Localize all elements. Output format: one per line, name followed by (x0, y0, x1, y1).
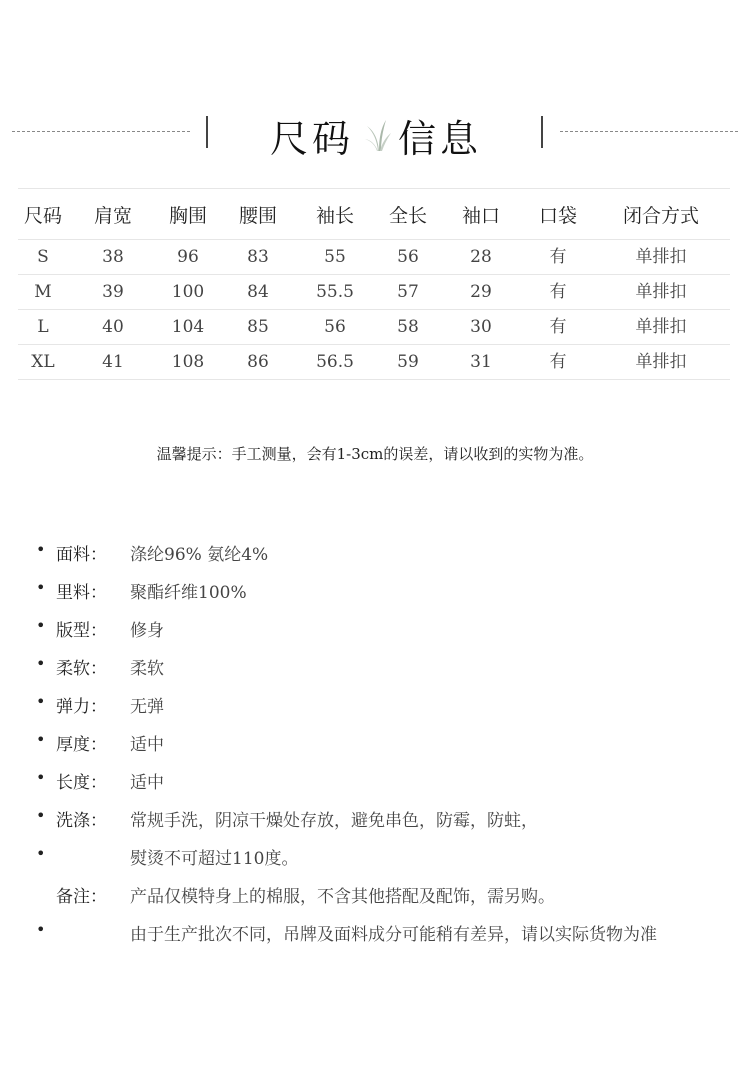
spec-value: 聚酯纤维100% (130, 583, 247, 603)
spec-value: 常规手洗，阴凉干燥处存放，避免串色，防霉，防蛀， (130, 811, 538, 831)
table-cell: 57 (397, 282, 419, 302)
table-cell: 84 (247, 282, 269, 302)
bullet-icon: • (36, 616, 46, 635)
table-row (18, 310, 730, 345)
header-cell-size: 尺码 (23, 205, 62, 227)
table-cell: 41 (102, 352, 124, 372)
bullet-icon: • (36, 768, 46, 787)
table-cell: 38 (102, 247, 124, 267)
spec-label: 弹力： (56, 697, 107, 717)
spec-value: 无弹 (130, 697, 164, 717)
header-cell-pocket: 口袋 (538, 205, 577, 227)
table-cell: S (37, 247, 49, 267)
spec-value: 适中 (130, 735, 164, 755)
table-cell: 56 (324, 317, 346, 337)
bullet-icon: • (36, 920, 46, 939)
spec-value: 柔软 (130, 659, 164, 679)
table-cell: 86 (247, 352, 269, 372)
spec-label: 版型： (56, 621, 107, 641)
table-cell: 30 (470, 317, 492, 337)
dashed-divider-left (12, 131, 190, 132)
section-header (0, 100, 750, 170)
table-cell: 83 (247, 247, 269, 267)
table-cell: 28 (470, 247, 492, 267)
table-cell: 56.5 (316, 352, 354, 372)
table-cell: 100 (171, 282, 205, 302)
table-cell: 39 (102, 282, 124, 302)
title-info: 信息 (398, 117, 483, 161)
table-cell: 56 (397, 247, 419, 267)
table-cell: 单排扣 (635, 352, 687, 372)
header-cell-waist: 腰围 (238, 205, 277, 227)
table-cell: 有 (549, 317, 567, 337)
table-header-row (18, 188, 730, 240)
header-cell-cuff: 袖口 (461, 205, 500, 227)
table-cell: 单排扣 (635, 317, 687, 337)
table-cell: 55.5 (316, 282, 354, 302)
header-cell-sleeve: 袖长 (315, 205, 354, 227)
table-cell: 104 (171, 317, 205, 337)
bullet-icon: • (36, 730, 46, 749)
table-cell: 单排扣 (635, 282, 687, 302)
spec-value: 适中 (130, 773, 164, 793)
spec-value: 修身 (130, 621, 164, 641)
table-cell: 85 (247, 317, 269, 337)
spec-label: 面料： (56, 545, 107, 565)
spec-value: 由于生产批次不同，吊牌及面料成分可能稍有差异，请以实际货物为准 (130, 925, 657, 945)
table-cell: L (37, 317, 49, 337)
spec-label: 洗涤： (56, 811, 107, 831)
spec-label: 柔软： (56, 659, 107, 679)
header-cell-shoulder: 肩宽 (93, 205, 132, 227)
table-cell: 58 (397, 317, 419, 337)
table-cell: 59 (397, 352, 419, 372)
vertical-bar-left (206, 116, 208, 148)
table-cell: 40 (102, 317, 124, 337)
table-cell: XL (31, 352, 55, 372)
title-size: 尺码 (270, 117, 355, 161)
size-table (18, 188, 730, 380)
spec-label: 长度： (56, 773, 107, 793)
table-cell: 55 (324, 247, 346, 267)
table-row (18, 240, 730, 275)
header-cell-length: 全长 (388, 205, 427, 227)
vertical-bar-right (541, 116, 543, 148)
table-cell: 有 (549, 352, 567, 372)
bullet-icon: • (36, 806, 46, 825)
bullet-icon: • (36, 654, 46, 673)
table-cell: 有 (549, 247, 567, 267)
dashed-divider-right (560, 131, 738, 132)
bullet-icon: • (36, 692, 46, 711)
table-cell: 有 (549, 282, 567, 302)
spec-label: 备注： (56, 887, 107, 907)
header-cell-chest: 胸围 (168, 205, 207, 227)
spec-value: 熨烫不可超过110度。 (130, 849, 299, 869)
table-cell: 108 (171, 352, 205, 372)
spec-label: 里料： (56, 583, 107, 603)
bullet-icon: • (36, 578, 46, 597)
table-cell: 31 (470, 352, 492, 372)
table-row (18, 275, 730, 310)
spec-label: 厚度： (56, 735, 107, 755)
grass-icon (364, 118, 392, 152)
table-cell: 单排扣 (635, 247, 687, 267)
table-cell: 29 (470, 282, 492, 302)
spec-value: 涤纶96% 氨纶4% (130, 545, 269, 565)
bullet-icon: • (36, 540, 46, 559)
header-cell-closure: 闭合方式 (622, 205, 699, 227)
table-cell: M (34, 282, 52, 302)
spec-value: 产品仅模特身上的棉服，不含其他搭配及配饰，需另购。 (130, 887, 555, 907)
table-row (18, 345, 730, 380)
table-cell: 96 (177, 247, 199, 267)
measurement-tip: 温馨提示：手工测量，会有1-3cm的误差，请以收到的实物为准。 (156, 445, 594, 463)
bullet-icon: • (36, 844, 46, 863)
